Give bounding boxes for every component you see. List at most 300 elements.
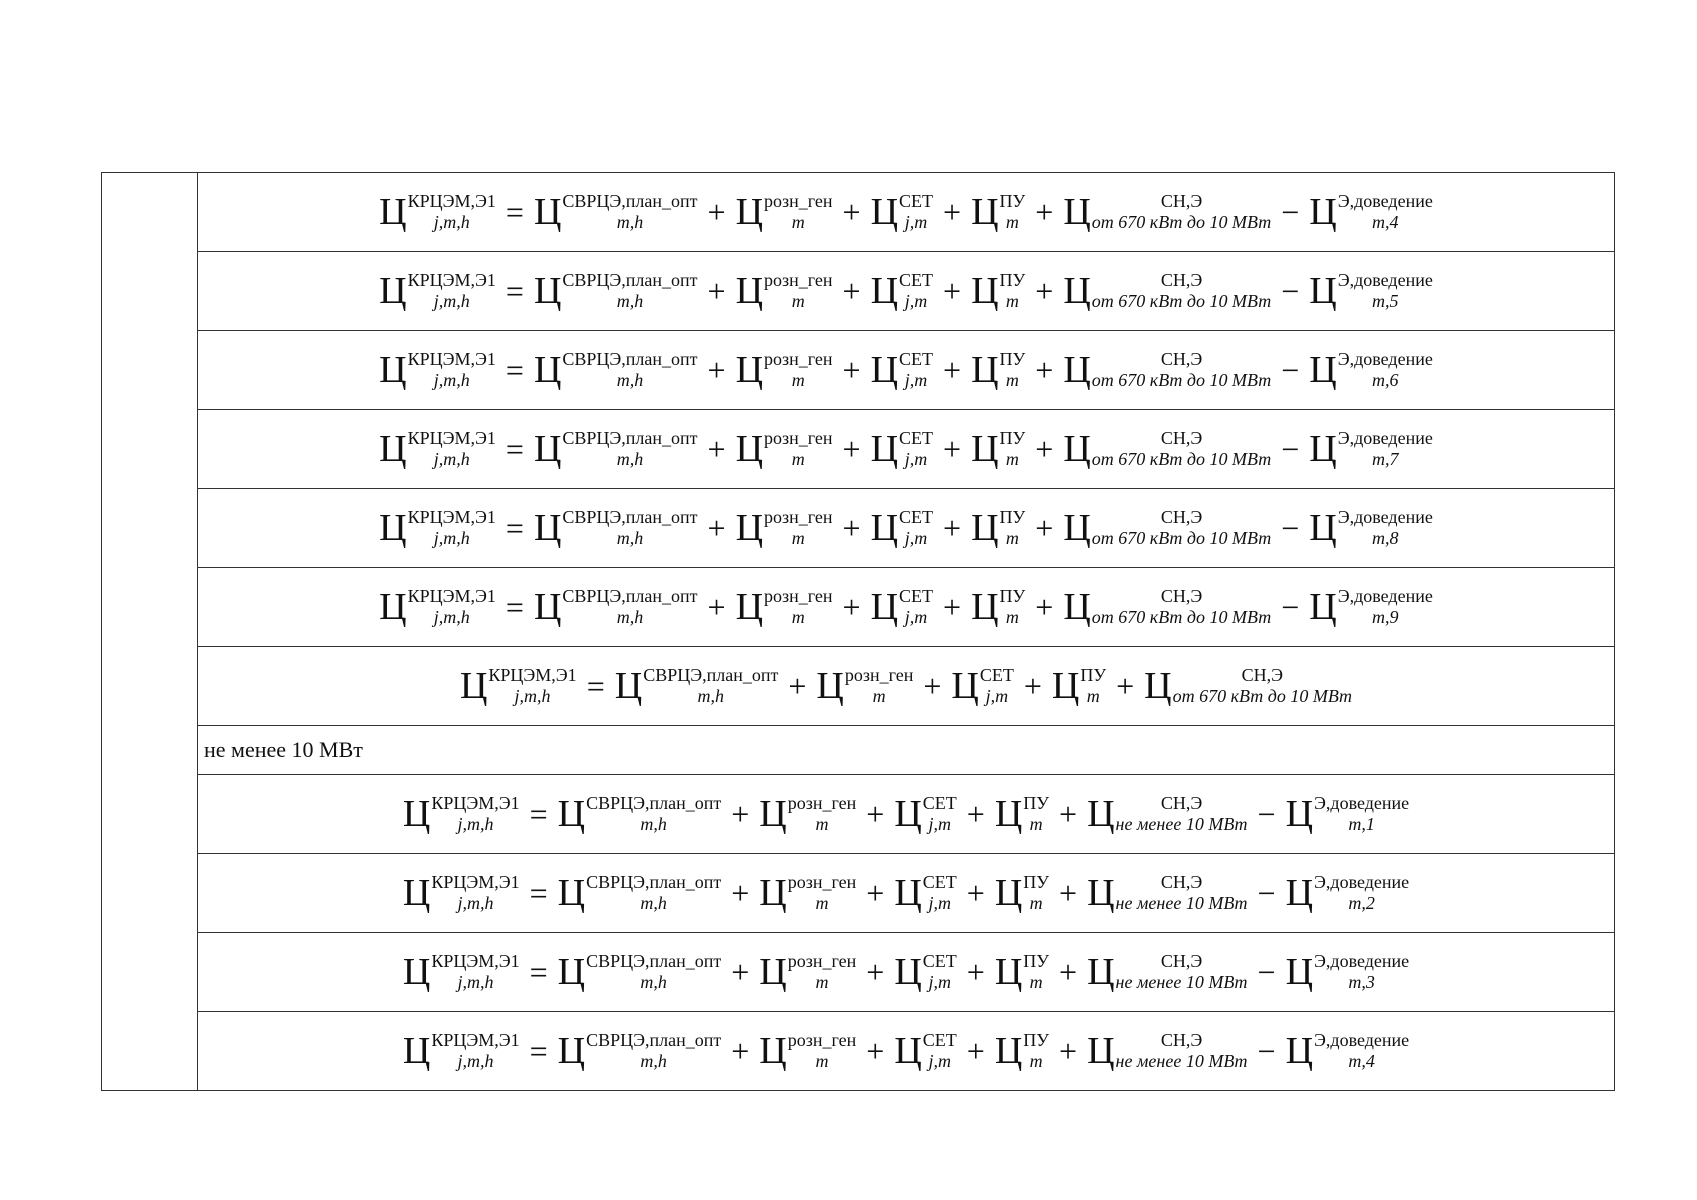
supplier-markup-term <box>1087 872 1247 913</box>
plus-sign: + <box>1023 668 1042 704</box>
plus-sign: + <box>1059 1033 1078 1069</box>
infrastructure-term-subscript: m <box>1029 893 1043 913</box>
price-symbol: Ц <box>971 428 999 470</box>
adjustment-term-subscript: m,6 <box>1372 370 1399 390</box>
retail-generation-term-subscript: m <box>791 291 805 311</box>
formula <box>379 349 1433 390</box>
adjustment-term-subscript: m,9 <box>1372 607 1399 627</box>
price-symbol: Ц <box>1309 349 1337 391</box>
formula-cell <box>198 933 1615 1012</box>
price-symbol: Ц <box>971 270 999 312</box>
formula <box>403 951 1409 992</box>
infrastructure-term-subscript: m <box>1029 814 1043 834</box>
supplier-markup-term <box>1087 793 1247 834</box>
adjustment-term-superscript: Э,доведение <box>1337 586 1433 607</box>
price-symbol: Ц <box>1087 1030 1115 1072</box>
price-symbol: Ц <box>533 586 562 628</box>
wholesale-price-term-subscript: m,h <box>640 1051 667 1071</box>
lhs-term-superscript: КРЦЭМ,Э1 <box>488 665 577 686</box>
formula-cell <box>198 568 1615 647</box>
infrastructure-term-superscript: ПУ <box>1080 665 1107 686</box>
price-symbol: Ц <box>379 349 407 391</box>
price-symbol: Ц <box>533 191 562 233</box>
lhs-term-subscript: j,m,h <box>457 972 494 992</box>
wholesale-price-term-superscript: СВРЦЭ,план_опт <box>562 349 698 370</box>
network-term-superscript: СЕТ <box>899 191 934 212</box>
wholesale-price-term-superscript: СВРЦЭ,план_опт <box>562 586 698 607</box>
formula-row <box>102 933 1615 1012</box>
price-symbol: Ц <box>1309 191 1337 233</box>
wholesale-price-term-subscript: m,h <box>640 814 667 834</box>
infrastructure-term-superscript: ПУ <box>999 507 1026 528</box>
network-term-superscript: СЕТ <box>922 1030 957 1051</box>
wholesale-price-term-superscript: СВРЦЭ,план_опт <box>586 793 722 814</box>
adjustment-term-superscript: Э,доведение <box>1337 191 1433 212</box>
price-symbol: Ц <box>870 349 899 391</box>
lhs-term-superscript: КРЦЭМ,Э1 <box>431 951 520 972</box>
equals-sign: = <box>505 273 524 309</box>
plus-sign: + <box>943 194 962 230</box>
section-heading: не менее 10 МВт <box>198 726 1615 775</box>
wholesale-price-term <box>558 872 722 913</box>
price-symbol: Ц <box>894 793 922 835</box>
network-term-subscript: j,m <box>928 893 952 913</box>
plus-sign: + <box>1116 668 1135 704</box>
formula-row <box>102 489 1615 568</box>
network-term-subscript: j,m <box>904 212 928 232</box>
infrastructure-term-subscript: m <box>1005 607 1019 627</box>
network-term <box>894 793 956 834</box>
infrastructure-term-superscript: ПУ <box>1023 872 1050 893</box>
adjustment-term-superscript: Э,доведение <box>1314 951 1410 972</box>
minus-sign: − <box>1257 875 1276 911</box>
price-symbol: Ц <box>1285 793 1314 835</box>
wholesale-price-term-superscript: СВРЦЭ,план_опт <box>586 951 722 972</box>
network-term-subscript: j,m <box>928 1051 952 1071</box>
price-symbol: Ц <box>735 507 764 549</box>
wholesale-price-term-superscript: СВРЦЭ,план_опт <box>562 507 698 528</box>
price-symbol: Ц <box>735 428 764 470</box>
lhs-term <box>379 507 496 548</box>
wholesale-price-term <box>534 191 698 232</box>
network-term-superscript: СЕТ <box>922 793 957 814</box>
price-symbol: Ц <box>870 507 899 549</box>
price-symbol: Ц <box>870 191 899 233</box>
price-symbol: Ц <box>1285 951 1314 993</box>
price-symbol: Ц <box>735 586 764 628</box>
infrastructure-term <box>995 872 1049 913</box>
plus-sign: + <box>707 352 726 388</box>
price-symbol: Ц <box>1087 951 1115 993</box>
retail-generation-term <box>816 665 913 706</box>
wholesale-price-term <box>558 951 722 992</box>
price-symbol: Ц <box>870 586 899 628</box>
price-symbol: Ц <box>994 793 1023 835</box>
retail-generation-term <box>759 872 856 913</box>
price-symbol: Ц <box>1063 428 1091 470</box>
price-symbol: Ц <box>1087 872 1115 914</box>
minus-sign: − <box>1281 510 1300 546</box>
lhs-term-subscript: j,m,h <box>433 212 470 232</box>
network-term-subscript: j,m <box>985 686 1009 706</box>
plus-sign: + <box>788 668 807 704</box>
infrastructure-term-superscript: ПУ <box>999 191 1026 212</box>
lhs-term <box>379 270 496 311</box>
price-symbol: Ц <box>402 951 431 993</box>
network-term <box>894 951 956 992</box>
supplier-markup-term-superscript: СН,Э <box>1160 586 1203 607</box>
formula-row <box>102 647 1615 726</box>
plus-sign: + <box>1035 194 1054 230</box>
wholesale-price-term <box>534 586 698 627</box>
price-symbol: Ц <box>402 872 431 914</box>
retail-generation-term-superscript: розн_ген <box>764 349 833 370</box>
formula-row <box>102 173 1615 252</box>
price-symbol: Ц <box>533 507 562 549</box>
infrastructure-term-subscript: m <box>1005 370 1019 390</box>
plus-sign: + <box>1059 954 1078 990</box>
retail-generation-term-subscript: m <box>791 607 805 627</box>
plus-sign: + <box>731 954 750 990</box>
infrastructure-term-superscript: ПУ <box>999 349 1026 370</box>
lhs-term-superscript: КРЦЭМ,Э1 <box>431 793 520 814</box>
wholesale-price-term-subscript: m,h <box>616 370 644 390</box>
plus-sign: + <box>866 1033 885 1069</box>
plus-sign: + <box>1059 875 1078 911</box>
lhs-term <box>403 793 520 834</box>
supplier-markup-term <box>1144 665 1352 706</box>
plus-sign: + <box>842 431 861 467</box>
infrastructure-term-subscript: m <box>1029 972 1043 992</box>
supplier-markup-term-superscript: СН,Э <box>1160 191 1203 212</box>
lhs-term <box>379 586 496 627</box>
lhs-term-superscript: КРЦЭМ,Э1 <box>407 349 496 370</box>
infrastructure-term-subscript: m <box>1029 1051 1043 1071</box>
plus-sign: + <box>842 273 861 309</box>
price-symbol: Ц <box>1063 191 1091 233</box>
wholesale-price-term-superscript: СВРЦЭ,план_опт <box>643 665 779 686</box>
plus-sign: + <box>731 1033 750 1069</box>
retail-generation-term-subscript: m <box>791 449 805 469</box>
plus-sign: + <box>943 431 962 467</box>
supplier-markup-term-superscript: СН,Э <box>1160 507 1203 528</box>
retail-generation-term <box>736 270 833 311</box>
price-symbol: Ц <box>1063 586 1091 628</box>
adjustment-term-superscript: Э,доведение <box>1337 428 1433 449</box>
plus-sign: + <box>966 796 985 832</box>
network-term <box>871 507 933 548</box>
wholesale-price-term-superscript: СВРЦЭ,план_опт <box>562 270 698 291</box>
adjustment-term <box>1309 586 1433 627</box>
price-symbol: Ц <box>870 428 899 470</box>
formula-cell <box>198 647 1615 726</box>
supplier-markup-term <box>1063 270 1271 311</box>
adjustment-term-superscript: Э,доведение <box>1337 349 1433 370</box>
network-term-superscript: СЕТ <box>979 665 1014 686</box>
lhs-term <box>379 428 496 469</box>
adjustment-term-superscript: Э,доведение <box>1314 872 1410 893</box>
formula-row <box>102 331 1615 410</box>
adjustment-term <box>1309 270 1433 311</box>
price-symbol: Ц <box>894 872 922 914</box>
network-term <box>871 586 933 627</box>
wholesale-price-term-superscript: СВРЦЭ,план_опт <box>562 191 698 212</box>
supplier-markup-term-superscript: СН,Э <box>1160 872 1203 893</box>
plus-sign: + <box>1035 273 1054 309</box>
wholesale-price-term-subscript: m,h <box>616 449 644 469</box>
wholesale-price-term-superscript: СВРЦЭ,план_опт <box>586 1030 722 1051</box>
network-term <box>894 872 956 913</box>
infrastructure-term <box>971 349 1025 390</box>
formula <box>379 428 1433 469</box>
infrastructure-term <box>971 270 1025 311</box>
lhs-term-subscript: j,m,h <box>433 607 470 627</box>
adjustment-term-superscript: Э,доведение <box>1337 270 1433 291</box>
equals-sign: = <box>529 954 548 990</box>
supplier-markup-term-superscript: СН,Э <box>1160 1030 1203 1051</box>
formula-row <box>102 775 1615 854</box>
price-symbol: Ц <box>1309 586 1337 628</box>
price-symbol: Ц <box>379 270 407 312</box>
retail-generation-term-superscript: розн_ген <box>844 665 914 686</box>
price-symbol: Ц <box>735 349 764 391</box>
plus-sign: + <box>866 796 885 832</box>
price-symbol: Ц <box>971 507 999 549</box>
price-symbol: Ц <box>1285 872 1314 914</box>
infrastructure-term-superscript: ПУ <box>999 270 1026 291</box>
supplier-markup-term-superscript: СН,Э <box>1160 270 1203 291</box>
retail-generation-term-subscript: m <box>815 814 829 834</box>
price-symbol: Ц <box>994 1030 1023 1072</box>
supplier-markup-term-subscript: от 670 кВт до 10 МВт <box>1172 686 1353 706</box>
plus-sign: + <box>707 589 726 625</box>
plus-sign: + <box>866 954 885 990</box>
formula-row <box>102 252 1615 331</box>
plus-sign: + <box>866 875 885 911</box>
adjustment-term-superscript: Э,доведение <box>1314 1030 1410 1051</box>
lhs-term-superscript: КРЦЭМ,Э1 <box>407 428 496 449</box>
network-term <box>951 665 1013 706</box>
formula <box>379 191 1433 232</box>
adjustment-term <box>1286 872 1410 913</box>
supplier-markup-term-subscript: от 670 кВт до 10 МВт <box>1091 528 1272 548</box>
price-symbol: Ц <box>459 665 488 707</box>
equals-sign: = <box>505 589 524 625</box>
infrastructure-term-subscript: m <box>1005 212 1019 232</box>
supplier-markup-term-subscript: не менее 10 МВт <box>1115 814 1248 834</box>
retail-generation-term-subscript: m <box>815 893 829 913</box>
retail-generation-term-subscript: m <box>815 1051 829 1071</box>
lhs-term-superscript: КРЦЭМ,Э1 <box>407 270 496 291</box>
price-symbol: Ц <box>759 1030 787 1072</box>
price-symbol: Ц <box>1087 793 1115 835</box>
plus-sign: + <box>943 273 962 309</box>
network-term-superscript: СЕТ <box>899 270 934 291</box>
formula-cell <box>198 775 1615 854</box>
retail-generation-term <box>759 951 856 992</box>
formula <box>403 793 1409 834</box>
retail-generation-term <box>736 507 833 548</box>
lhs-term-superscript: КРЦЭМ,Э1 <box>407 191 496 212</box>
network-term-subscript: j,m <box>928 814 952 834</box>
lhs-term <box>460 665 577 706</box>
adjustment-term-superscript: Э,доведение <box>1314 793 1410 814</box>
supplier-markup-term-superscript: СН,Э <box>1160 793 1203 814</box>
price-symbol: Ц <box>614 665 643 707</box>
price-symbol: Ц <box>971 586 999 628</box>
lhs-term-superscript: КРЦЭМ,Э1 <box>407 586 496 607</box>
price-symbol: Ц <box>894 951 922 993</box>
supplier-markup-term-superscript: СН,Э <box>1241 665 1284 686</box>
network-term-subscript: j,m <box>904 291 928 311</box>
infrastructure-term-superscript: ПУ <box>1023 1030 1050 1051</box>
plus-sign: + <box>842 194 861 230</box>
lhs-term-subscript: j,m,h <box>433 291 470 311</box>
equals-sign: = <box>505 431 524 467</box>
minus-sign: − <box>1257 1033 1276 1069</box>
adjustment-term <box>1309 191 1433 232</box>
lhs-term-superscript: КРЦЭМ,Э1 <box>407 507 496 528</box>
plus-sign: + <box>842 510 861 546</box>
minus-sign: − <box>1281 431 1300 467</box>
adjustment-term-subscript: m,4 <box>1372 212 1399 232</box>
formula-row <box>102 568 1615 647</box>
network-term-superscript: СЕТ <box>922 872 957 893</box>
wholesale-price-term <box>534 507 698 548</box>
lhs-term-subscript: j,m,h <box>514 686 551 706</box>
plus-sign: + <box>943 352 962 388</box>
price-symbol: Ц <box>1285 1030 1314 1072</box>
supplier-markup-term-subscript: от 670 кВт до 10 МВт <box>1091 370 1272 390</box>
price-symbol: Ц <box>759 951 787 993</box>
retail-generation-term <box>759 793 856 834</box>
left-column-cell <box>102 173 198 1091</box>
infrastructure-term <box>995 951 1049 992</box>
plus-sign: + <box>966 1033 985 1069</box>
retail-generation-term-superscript: розн_ген <box>764 191 833 212</box>
plus-sign: + <box>943 510 962 546</box>
wholesale-price-term-subscript: m,h <box>616 291 644 311</box>
plus-sign: + <box>943 589 962 625</box>
minus-sign: − <box>1281 589 1300 625</box>
price-symbol: Ц <box>994 951 1023 993</box>
price-symbol: Ц <box>379 586 407 628</box>
price-symbol: Ц <box>870 270 899 312</box>
retail-generation-term-superscript: розн_ген <box>764 270 833 291</box>
supplier-markup-term-superscript: СН,Э <box>1160 951 1203 972</box>
retail-generation-term-superscript: розн_ген <box>787 951 857 972</box>
formula-cell <box>198 410 1615 489</box>
infrastructure-term-superscript: ПУ <box>1023 951 1050 972</box>
formula <box>403 872 1409 913</box>
price-symbol: Ц <box>1063 270 1091 312</box>
network-term <box>871 428 933 469</box>
price-symbol: Ц <box>894 1030 922 1072</box>
plus-sign: + <box>1059 796 1078 832</box>
section-heading-row <box>102 726 1615 775</box>
price-symbol: Ц <box>557 872 586 914</box>
wholesale-price-term-subscript: m,h <box>640 893 667 913</box>
infrastructure-term-subscript: m <box>1086 686 1100 706</box>
plus-sign: + <box>731 796 750 832</box>
lhs-term-subscript: j,m,h <box>457 1051 494 1071</box>
price-symbol: Ц <box>533 428 562 470</box>
supplier-markup-term-subscript: от 670 кВт до 10 МВт <box>1091 607 1272 627</box>
network-term-subscript: j,m <box>904 449 928 469</box>
infrastructure-term-subscript: m <box>1005 449 1019 469</box>
retail-generation-term-subscript: m <box>791 370 805 390</box>
price-symbol: Ц <box>402 793 431 835</box>
infrastructure-term-subscript: m <box>1005 528 1019 548</box>
price-symbol: Ц <box>557 1030 586 1072</box>
retail-generation-term-superscript: розн_ген <box>764 586 833 607</box>
price-symbol: Ц <box>1309 507 1337 549</box>
network-term-superscript: СЕТ <box>899 428 934 449</box>
adjustment-term-subscript: m,8 <box>1372 528 1399 548</box>
price-symbol: Ц <box>1309 270 1337 312</box>
formula-row <box>102 1012 1615 1091</box>
minus-sign: − <box>1257 796 1276 832</box>
supplier-markup-term-subscript: не менее 10 МВт <box>1115 893 1248 913</box>
wholesale-price-term-subscript: m,h <box>697 686 724 706</box>
lhs-term <box>403 951 520 992</box>
supplier-markup-term <box>1063 191 1271 232</box>
adjustment-term <box>1309 507 1433 548</box>
price-symbol: Ц <box>533 270 562 312</box>
lhs-term-subscript: j,m,h <box>457 893 494 913</box>
network-term <box>871 191 933 232</box>
retail-generation-term <box>736 349 833 390</box>
adjustment-term <box>1286 951 1410 992</box>
formula-row <box>102 854 1615 933</box>
network-term <box>894 1030 956 1071</box>
retail-generation-term-superscript: розн_ген <box>787 1030 857 1051</box>
price-symbol: Ц <box>533 349 562 391</box>
price-symbol: Ц <box>759 793 787 835</box>
infrastructure-term-superscript: ПУ <box>999 428 1026 449</box>
plus-sign: + <box>1035 510 1054 546</box>
wholesale-price-term-subscript: m,h <box>616 212 644 232</box>
formula <box>379 270 1433 311</box>
plus-sign: + <box>1035 589 1054 625</box>
price-symbol: Ц <box>971 191 999 233</box>
network-term-superscript: СЕТ <box>922 951 957 972</box>
wholesale-price-term-superscript: СВРЦЭ,план_опт <box>586 872 722 893</box>
wholesale-price-term-subscript: m,h <box>616 528 644 548</box>
adjustment-term-subscript: m,1 <box>1348 814 1375 834</box>
plus-sign: + <box>1035 431 1054 467</box>
supplier-markup-term-subscript: не менее 10 МВт <box>1115 972 1248 992</box>
network-term <box>871 349 933 390</box>
lhs-term <box>379 191 496 232</box>
infrastructure-term <box>971 191 1025 232</box>
plus-sign: + <box>707 510 726 546</box>
lhs-term-subscript: j,m,h <box>433 528 470 548</box>
equals-sign: = <box>529 1033 548 1069</box>
wholesale-price-term <box>558 793 722 834</box>
network-term-superscript: СЕТ <box>899 586 934 607</box>
lhs-term-subscript: j,m,h <box>433 370 470 390</box>
price-symbol: Ц <box>379 507 407 549</box>
price-symbol: Ц <box>735 270 764 312</box>
infrastructure-term <box>995 793 1049 834</box>
formula <box>379 507 1433 548</box>
price-symbol: Ц <box>402 1030 431 1072</box>
equals-sign: = <box>529 875 548 911</box>
formula-table-body <box>102 173 1615 1091</box>
adjustment-term <box>1286 1030 1410 1071</box>
retail-generation-term <box>759 1030 856 1071</box>
